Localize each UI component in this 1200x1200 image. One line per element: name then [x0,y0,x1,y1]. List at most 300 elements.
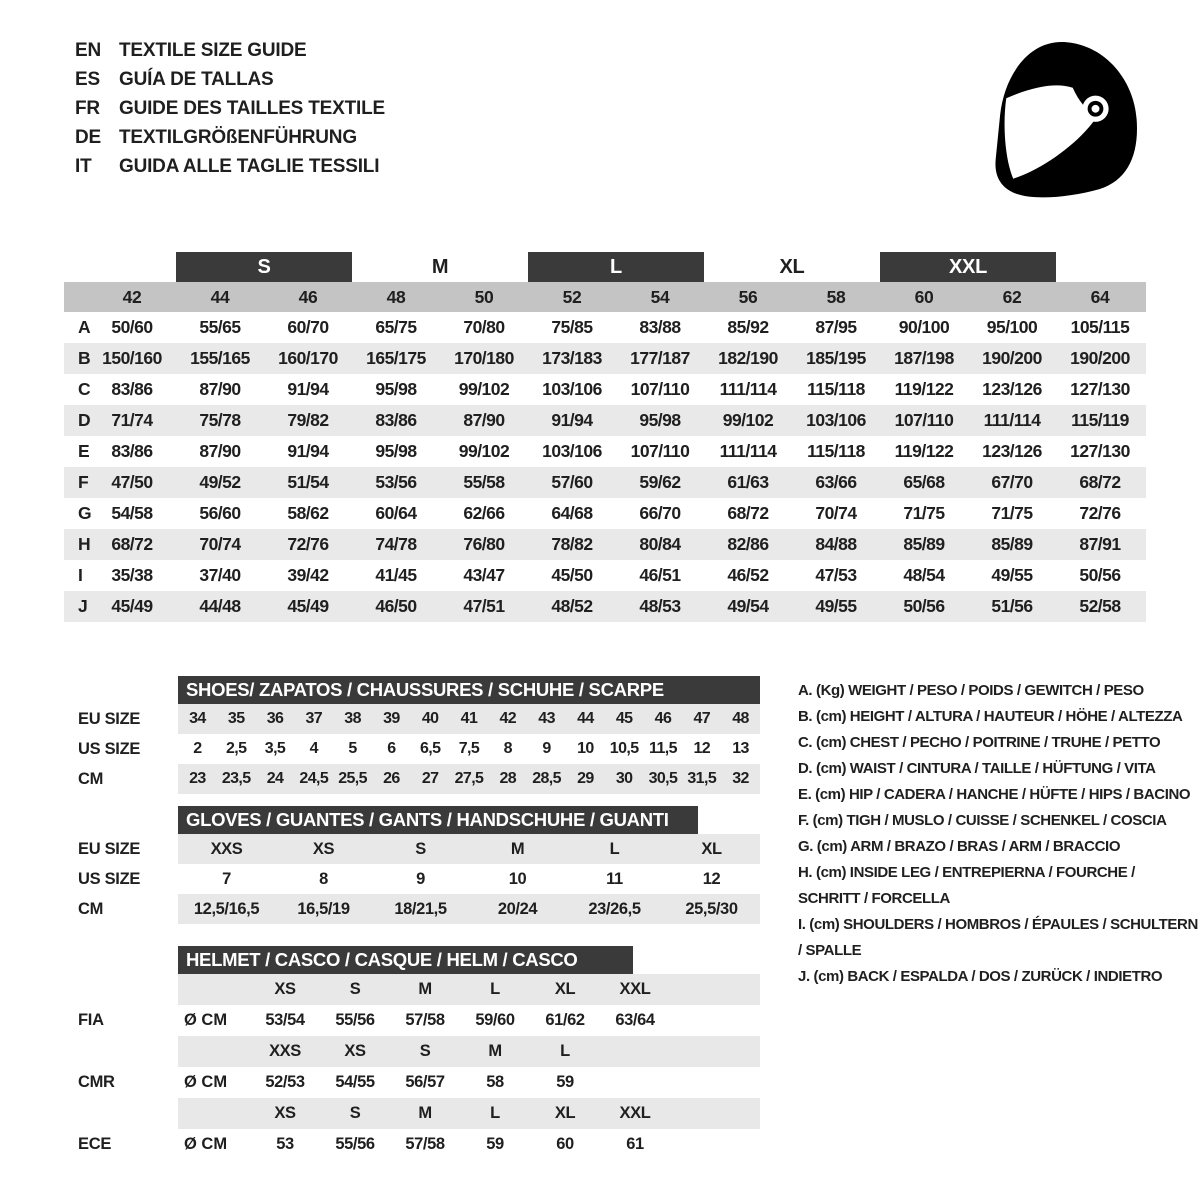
helmet-size-value: 57/58 [405,1135,445,1153]
glove-eu-size: L [609,840,620,858]
legend-item: G. (cm) ARM / BRAZO / BRAS / ARM / BRACCIO [798,838,1121,855]
measurement-value: 75/78 [199,410,241,430]
helmet-size-value: 59/60 [475,1011,515,1029]
measurement-value: 115/119 [1071,410,1129,430]
glove-eu-size: XL [701,840,722,858]
measurement-value: 107/110 [894,410,954,430]
gloves-size-table [64,806,784,924]
measurement-value: 65/75 [375,317,417,337]
measurement-value: 39/42 [287,565,329,585]
glove-us-size: 10 [508,870,527,888]
helmet-size-label: XS [274,980,296,998]
measurement-value: 115/118 [807,441,865,461]
measurement-value: 127/130 [1070,441,1130,461]
unit-spacer [178,1036,250,1067]
legend-item: H. (cm) INSIDE LEG / ENTREPIERNA / FOURCHE / SCHRITT / FORCELLA [798,864,1135,907]
helmet-size-label: XS [344,1042,366,1060]
legend-item: J. (cm) BACK / ESPALDA / DOS / ZURÜCK / INDIETRO [798,968,1163,985]
measurement-value: 83/86 [111,379,153,399]
measurement-value: 47/50 [111,472,153,492]
numeric-size: 62 [1002,287,1022,307]
measurement-value: 111/114 [719,441,777,461]
language-code: EN [75,40,101,61]
measurement-value: 70/74 [815,503,857,523]
measurement-value: 47/51 [463,596,505,616]
gloves-us-row [64,864,784,894]
standard-name: ECE [78,1135,112,1153]
shoe-eu-size: 46 [654,710,672,727]
helmet-size-label-row [64,1036,784,1067]
measurement-value: 48/54 [903,565,945,585]
measurement-row [64,467,1146,498]
measurement-value: 123/126 [982,441,1042,461]
measurement-value: 160/170 [278,348,338,368]
measurement-value: 165/175 [366,348,426,368]
measurement-value: 68/72 [1079,472,1121,492]
helmet-size-value-row [64,1129,784,1160]
measurement-value: 105/115 [1070,317,1130,337]
measurement-value: 78/82 [551,534,593,554]
size-label: M [431,256,449,278]
shoe-us-size: 11,5 [649,740,677,757]
measurement-value: 75/85 [551,317,593,337]
glove-us-size: 9 [416,870,425,888]
helmet-size-label: XL [554,1104,576,1122]
measurement-value: 37/40 [199,565,241,585]
numeric-size: 44 [210,287,230,307]
measurement-value: 87/90 [199,379,241,399]
numeric-size: 46 [298,287,318,307]
measurement-row [64,436,1146,467]
measurement-value: 54/58 [111,503,153,523]
measurement-value: 99/102 [458,441,510,461]
row-letter: E [78,441,90,461]
glove-cm-size: 20/24 [497,900,538,918]
legend-item: E. (cm) HIP / CADERA / HANCHE / HÜFTE / HIPS / BACINO [798,786,1191,803]
measurement-value: 60/64 [375,503,417,523]
measurement-value: 90/100 [898,317,950,337]
shoe-eu-size: 48 [732,710,749,727]
shoe-us-size: 12 [693,740,711,757]
measurement-row [64,498,1146,529]
helmet-size-label-row [64,974,784,1005]
measurement-value: 115/118 [807,379,865,399]
row-letter: I [78,565,83,585]
glove-cm-size: 16,5/19 [297,900,350,918]
shoe-cm-size: 24,5 [299,770,329,787]
numeric-size: 52 [562,287,582,307]
legend-item: I. (cm) SHOULDERS / HOMBROS / ÉPAULES / SCHULTERN / SPALLE [798,916,1198,959]
row-letter: A [78,317,91,337]
glove-cm-size: 25,5/30 [685,900,738,918]
measurement-value: 190/200 [1070,348,1130,368]
measurement-value: 62/66 [463,503,505,523]
measurement-value: 190/200 [982,348,1042,368]
numeric-size-row [64,282,1146,312]
gloves-eu-row [64,834,784,864]
measurement-value: 49/52 [199,472,241,492]
glove-us-size: 12 [702,870,721,888]
language-title-label: GUIDA ALLE TAGLIE TESSILI [119,156,380,177]
measurement-value: 170/180 [454,348,514,368]
row-label-spacer [64,1098,178,1129]
helmet-size-label: XXL [619,980,651,998]
numeric-size: 56 [738,287,758,307]
helmet-size-value: 54/55 [335,1073,375,1091]
diameter-unit-label: Ø CM [184,1073,228,1091]
glove-us-size: 11 [606,870,623,888]
measurement-value: 103/106 [806,410,866,430]
row-letter: D [78,410,91,430]
language-title-list [75,36,385,181]
shoe-eu-size: 40 [421,710,439,727]
shoes-eu-row [64,704,784,734]
shoe-cm-size: 31,5 [687,770,717,787]
shoe-cm-size: 26 [383,770,400,787]
size-label: XL [779,256,805,278]
shoe-cm-size: 28,5 [532,770,561,787]
shoe-eu-size: 38 [344,710,361,727]
measurement-value: 71/74 [111,410,153,430]
helmet-size-label: L [490,980,500,998]
measurement-value: 48/52 [551,596,593,616]
measurement-value: 70/74 [199,534,241,554]
language-title-label: TEXTILE SIZE GUIDE [119,40,307,61]
helmet-size-value: 61 [626,1135,644,1153]
shoe-us-size: 10,5 [609,740,639,757]
measurement-value: 51/56 [991,596,1033,616]
glove-eu-size: XS [312,840,335,858]
numeric-size: 42 [122,287,142,307]
measurement-row [64,405,1146,436]
measurement-value: 55/58 [463,472,505,492]
row-letter: G [78,503,92,523]
shoe-us-size: 13 [732,740,749,757]
shoes-section-header: SHOES/ ZAPATOS / CHAUSSURES / SCHUHE / SCARPE [178,676,760,704]
measurement-row [64,560,1146,591]
measurement-value: 49/55 [815,596,857,616]
shoe-eu-size: 45 [615,710,633,727]
measurement-value: 85/89 [991,534,1033,554]
shoe-us-size: 2 [193,740,202,757]
measurement-value: 127/130 [1070,379,1130,399]
glove-us-size: 7 [222,870,231,888]
measurement-value: 66/70 [639,503,681,523]
measurement-value: 59/62 [639,472,681,492]
us-size-label: US SIZE [78,740,141,758]
measurement-value: 187/198 [894,348,954,368]
shoe-cm-size: 30 [615,770,633,787]
language-title-row [75,65,385,94]
measurement-row [64,591,1146,622]
helmet-standard-group [64,974,784,1036]
helmet-size-label: L [560,1042,570,1060]
measurement-value: 87/91 [1079,534,1121,554]
measurement-value: 76/80 [463,534,505,554]
helmet-size-value: 53 [276,1135,294,1153]
measurement-value: 45/49 [111,596,153,616]
helmet-size-value: 59 [556,1073,574,1091]
shoe-us-size: 6 [387,740,396,757]
language-title-row [75,36,385,65]
helmet-size-value-row [64,1067,784,1098]
shoe-cm-size: 30,5 [648,770,678,787]
size-label: S [176,252,352,282]
glove-us-size: 8 [319,870,328,888]
helmet-size-value: 59 [486,1135,504,1153]
helmet-size-value: 56/57 [405,1073,445,1091]
language-title-row [75,94,385,123]
measurement-value: 57/60 [551,472,593,492]
shoes-cm-row [64,764,784,794]
header-spacer [64,252,176,282]
shoe-us-size: 6,5 [419,740,441,757]
helmet-size-label: XXL [619,1104,651,1122]
glove-cm-size: 12,5/16,5 [193,900,260,918]
measurement-value: 155/165 [190,348,250,368]
measurement-value: 85/89 [903,534,945,554]
shoe-eu-size: 35 [227,710,245,727]
measurement-value: 50/56 [1079,565,1121,585]
measurement-value: 49/55 [991,565,1033,585]
row-letter: B [78,348,91,368]
glove-cm-size: 23/26,5 [588,900,641,918]
helmet-size-value: 57/58 [405,1011,445,1029]
gloves-section-header: GLOVES / GUANTES / GANTS / HANDSCHUHE / GUANTI [178,806,698,834]
shoe-eu-size: 34 [189,710,206,727]
measurement-value: 119/122 [894,441,954,461]
shoe-us-size: 10 [577,740,594,757]
measurement-value: 60/70 [287,317,329,337]
legend-item: F. (cm) TIGH / MUSLO / CUISSE / SCHENKEL / COSCIA [798,812,1167,829]
diameter-unit-label: Ø CM [184,1135,228,1153]
helmet-size-label: M [418,1104,432,1122]
size-label: XXL [880,252,1056,282]
measurement-value: 58/62 [287,503,329,523]
measurement-value: 79/82 [287,410,329,430]
helmet-size-label: S [349,980,361,998]
measurement-value: 56/60 [199,503,241,523]
row-letter: J [78,596,88,616]
measurement-value: 84/88 [815,534,857,554]
shoe-cm-size: 27 [421,770,439,787]
measurement-value: 173/183 [542,348,602,368]
numeric-size: 48 [386,287,406,307]
measurement-value: 50/60 [111,317,153,337]
gloves-cm-row [64,894,784,924]
shoe-cm-size: 27,5 [454,770,484,787]
racing-helmet-icon [975,30,1153,205]
measurement-value: 83/86 [375,410,417,430]
measurement-row [64,343,1146,374]
measurement-value: 46/50 [375,596,417,616]
shoe-cm-size: 23 [189,770,206,787]
measurement-value: 91/94 [287,379,329,399]
shoe-eu-size: 41 [460,710,478,727]
measurement-value: 70/80 [463,317,505,337]
helmet-size-label: S [419,1042,431,1060]
measurement-row [64,312,1146,343]
measurement-value: 53/56 [375,472,417,492]
measurement-value: 87/90 [463,410,505,430]
helmet-size-label-row [64,1098,784,1129]
shoes-size-table [64,676,784,794]
shoe-us-size: 9 [542,740,551,757]
measurement-value: 107/110 [630,379,690,399]
language-code: DE [75,127,101,148]
measurement-value: 87/90 [199,441,241,461]
shoe-us-size: 2,5 [225,740,247,757]
helmet-standard-group [64,1098,784,1160]
standard-name: CMR [78,1073,115,1091]
measurement-value: 177/187 [630,348,690,368]
measurement-value: 99/102 [458,379,510,399]
measurement-value: 103/106 [542,441,602,461]
measurement-value: 123/126 [982,379,1042,399]
legend-item: B. (cm) HEIGHT / ALTURA / HAUTEUR / HÖHE / ALTEZZA [798,708,1183,725]
measurement-value: 43/47 [463,565,505,585]
measurement-value: 80/84 [639,534,681,554]
row-letter: C [78,379,91,399]
measurement-value: 52/58 [1079,596,1121,616]
helmet-size-value: 61/62 [545,1011,585,1029]
numeric-size: 60 [914,287,934,307]
shoe-cm-size: 24 [266,770,284,787]
measurement-value: 35/38 [111,565,153,585]
shoe-eu-size: 42 [499,710,517,727]
row-label-spacer [64,974,178,1005]
measurement-value: 49/54 [727,596,769,616]
helmet-size-label: L [490,1104,500,1122]
standard-name: FIA [78,1011,104,1029]
measurement-row [64,529,1146,560]
shoes-us-row [64,734,784,764]
shoe-eu-size: 39 [383,710,400,727]
language-title-label: TEXTILGRÖßENFÜHRUNG [119,127,357,148]
size-letter-header-row [64,252,1146,282]
measurement-value: 103/106 [542,379,602,399]
legend-item: C. (cm) CHEST / PECHO / POITRINE / TRUHE / PETTO [798,734,1161,751]
measurement-value: 65/68 [903,472,945,492]
measurement-value: 87/95 [815,317,857,337]
helmet-size-value: 58 [486,1073,504,1091]
shoe-us-size: 7,5 [458,740,480,757]
language-code: IT [75,156,92,177]
unit-spacer [178,974,250,1005]
language-title-label: GUÍA DE TALLAS [119,69,274,90]
measurement-value: 72/76 [287,534,329,554]
measurement-legend [798,678,1198,990]
size-label: L [528,252,704,282]
letter-gutter [64,282,88,312]
measurement-row [64,374,1146,405]
language-title-row [75,152,385,181]
measurement-value: 91/94 [287,441,329,461]
apparel-size-table [64,252,1146,622]
shoe-cm-size: 25,5 [338,770,367,787]
shoe-cm-size: 29 [577,770,594,787]
language-code: ES [75,69,100,90]
helmet-size-value: 53/54 [265,1011,305,1029]
helmet-size-label: M [418,980,432,998]
measurement-value: 48/53 [639,596,681,616]
row-label-spacer [64,1036,178,1067]
shoe-us-size: 4 [309,740,318,757]
helmet-size-value: 52/53 [265,1073,305,1091]
measurement-value: 64/68 [551,503,593,523]
helmet-size-label: M [488,1042,502,1060]
measurement-value: 119/122 [894,379,954,399]
cm-label: CM [78,770,104,788]
measurement-value: 95/98 [375,441,417,461]
shoe-us-size: 5 [348,740,357,757]
glove-eu-size: XXS [210,840,243,858]
language-title-row [75,123,385,152]
measurement-value: 111/114 [719,379,777,399]
measurement-value: 50/56 [903,596,945,616]
helmet-size-label: S [349,1104,361,1122]
measurement-value: 61/63 [727,472,769,492]
measurement-value: 72/76 [1079,503,1121,523]
measurement-value: 95/98 [639,410,681,430]
helmet-standard-group [64,1036,784,1098]
shoe-eu-size: 44 [577,710,594,727]
shoe-cm-size: 28 [499,770,517,787]
numeric-size: 50 [474,287,494,307]
measurement-value: 55/65 [199,317,241,337]
measurement-value: 107/110 [630,441,690,461]
measurement-value: 83/88 [639,317,681,337]
measurement-value: 95/100 [986,317,1038,337]
row-letter: F [78,472,89,492]
measurement-value: 44/48 [199,596,241,616]
shoe-eu-size: 43 [538,710,555,727]
unit-spacer [178,1098,250,1129]
legend-item: A. (Kg) WEIGHT / PESO / POIDS / GEWITCH / PESO [798,682,1144,699]
measurement-value: 95/98 [375,379,417,399]
measurement-value: 111/114 [983,410,1041,430]
helmet-size-value-row [64,1005,784,1036]
us-size-label: US SIZE [78,870,141,888]
shoe-us-size: 3,5 [264,740,286,757]
measurement-value: 83/86 [111,441,153,461]
measurement-value: 150/160 [102,348,162,368]
helmet-size-table [64,946,784,1160]
helmet-size-value: 63/64 [615,1011,655,1029]
measurement-value: 99/102 [722,410,774,430]
measurement-value: 45/50 [551,565,593,585]
measurement-value: 71/75 [903,503,945,523]
measurement-value: 41/45 [375,565,417,585]
measurement-value: 71/75 [991,503,1033,523]
measurement-value: 67/70 [991,472,1033,492]
shoe-cm-size: 23,5 [221,770,251,787]
shoe-cm-size: 32 [732,770,749,787]
measurement-value: 46/51 [639,565,681,585]
eu-size-label: EU SIZE [78,710,141,728]
language-title-label: GUIDE DES TAILLES TEXTILE [119,98,385,119]
measurement-value: 68/72 [111,534,153,554]
numeric-size: 64 [1090,287,1110,307]
helmet-size-label: XL [554,980,576,998]
shoe-eu-size: 47 [693,710,711,727]
glove-eu-size: M [510,840,525,858]
measurement-value: 46/52 [727,565,769,585]
helmet-size-value: 55/56 [335,1135,375,1153]
shoe-eu-size: 37 [305,710,323,727]
measurement-value: 185/195 [806,348,866,368]
glove-cm-size: 18/21,5 [394,900,447,918]
